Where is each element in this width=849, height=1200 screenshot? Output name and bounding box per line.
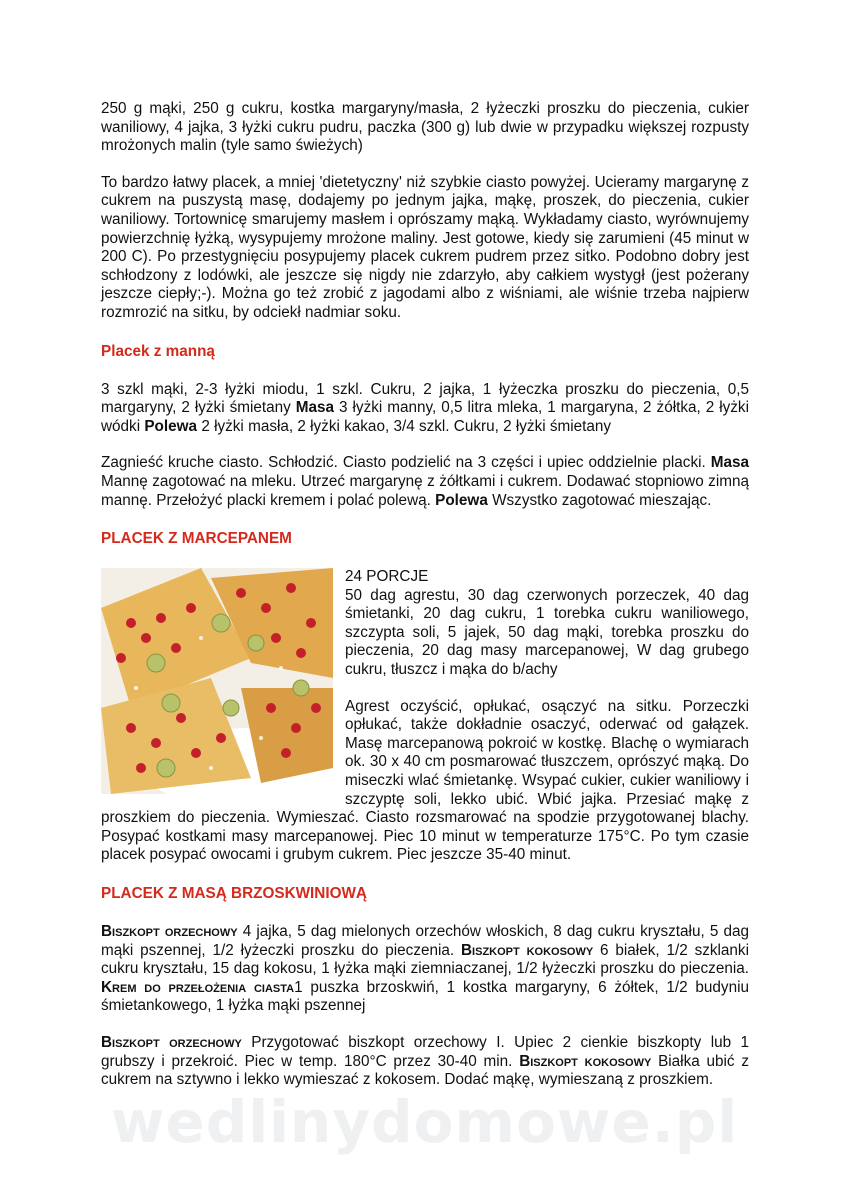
brzoskwinia-ingredients: Biszkopt orzechowy 4 jajka, 5 dag mielonych orzechów włoskich, 8 dag cukru kryształu, 5 dag mąki pszennej, 1/2 łyżeczki proszku do pieczenia. Biszkopt kokosowy 6 białek, 1/2 szklanki cukru kryształu, 15 dag kokosu, 1 łyżka mąki ziemniaczanej, 1/2 łyżeczki proszku do pieczenia. Krem do przełożenia ciasta1 puszka brzoskwiń, 1 kostka margaryny, 6 żółtek, 1/2 budyniu śmietankowego, 1 łyżka mąki pszennej [101, 923, 750, 1015]
intro-method: To bardzo łatwy placek, a mniej 'dietetyczny' niż szybkie ciasto powyżej. Ucieramy margarynę z cukrem na puszystą masę, dodajemy po jednym jajka, mąkę, proszek, do pieczenia, cukier waniliowy. Tortownicę smarujemy masłem i oprószamy mąką. Wykładamy ciasto, wyrównujemy powierzchnię łyżką, wysypujemy mrożone maliny. Jest gotowe, kiedy się zarumieni (45 minut w 200 C). Po przestygnięciu posypujemy placek cukrem pudrem przez sitko. Podobno dobry jest schłodzony z lodówki, ale jeszcze się nigdy nie zdarzyło, aby całkiem wystygł (jest pożerany jeszcze ciepły;-). Można go też zrobić z jagodami albo z wiśniami, ale wiśnie trzeba najpierw rozmrozić na sitku, by odciekł nadmiar soku. [101, 173, 749, 321]
manna-method: Zagnieść kruche ciasto. Schłodzić. Ciasto podzielić na 3 części i upiec oddzielnie placki. Masa Mannę zagotować na mleku. Utrzeć margarynę z żółtkami i cukrem. Dodawać stopniowo zimną mannę. Przełożyć placki kremem i polać polewą. Polewa Wszystko zagotować mieszając. [101, 454, 749, 509]
watermark: wedlinydomowe.pl [110, 1088, 739, 1156]
section-title-brzoskwinia: PLACEK Z MASĄ BRZOSKWINIOWĄ [101, 885, 367, 902]
marcepan-section [101, 568, 749, 865]
marcepan-ingredients: 50 dag agrestu, 30 dag czerwonych porzeczek, 40 dag śmietanki, 20 dag cukru, 1 torebka cukru waniliowego, szczypta soli, 5 jajek, 50 dag mąki, torebka proszku do pieczenia, 20 dag masy marcepanowej, W dag grubego cukru, tłuszcz i mąka do b/achy [345, 586, 749, 679]
intro-ingredients: 250 g mąki, 250 g cukru, kostka margaryny/masła, 2 łyżeczki proszku do pieczenia, cukier waniliowy, 4 jajka, 3 łyżki cukru pudru, paczka (300 g) lub dwie w przypadku większej rozpusty mrożonych malin (tyle samo świeżych) [101, 100, 749, 155]
cake-photo [101, 568, 333, 794]
section-title-marcepan: PLACEK Z MARCEPANEM [101, 530, 292, 548]
document-page [101, 100, 749, 1090]
manna-ingredients: 3 szkl mąki, 2-3 łyżki miodu, 1 szkl. Cukru, 2 jajka, 1 łyżeczka proszku do pieczenia, 0,5 margaryny, 2 łyżki śmietany Masa 3 łyżki manny, 0,5 litra mleka, 1 margaryna, 2 żółtka, 2 łyżki wódki Polewa 2 łyżki masła, 2 łyżki kakao, 3/4 szkl. Cukru, 2 łyżki śmietany [101, 380, 749, 435]
brzoskwinia-method: Biszkopt orzechowy Przygotować biszkopt orzechowy I. Upiec 2 cienkie biszkopty lub 1 grubszy i przekroić. Piec w temp. 180°C przez 30-40 min. Biszkopt kokosowy Białka ubić z cukrem na sztywno i lekko wymieszać z kokosem. Dodać mąkę, wymieszaną z proszkiem. [101, 1033, 750, 1089]
marcepan-portions: 24 PORCJE [345, 568, 429, 586]
section-title-manna: Placek z manną [101, 342, 215, 360]
marcepan-method: Agrest oczyścić, opłukać, osączyć na sitku. Porzeczki opłukać, także dokładnie osaczyć, oderwać od gałązek. Masę marcepanową pokroić w kostkę. Blachę o wymiarach ok. 30 x 40 cm posmarować tłuszczem, oprószyć mąką. Do miseczki wlać śmietankę. Wsypać cukier, cukier waniliowy i szczyptę soli, lekko ubić. Wbić jajka. Przesiać mąkę z proszkiem do pieczenia. Wymieszać. Ciasto rozsmarować na spodzie przygotowanej blachy. Posypać kostkami masy marcepanowej. Piec 10 minut w temperaturze 175°C. Po tym czasie placek posypać owocami i grubym cukrem. Piec jeszcze 35-40 minut. [101, 697, 749, 864]
